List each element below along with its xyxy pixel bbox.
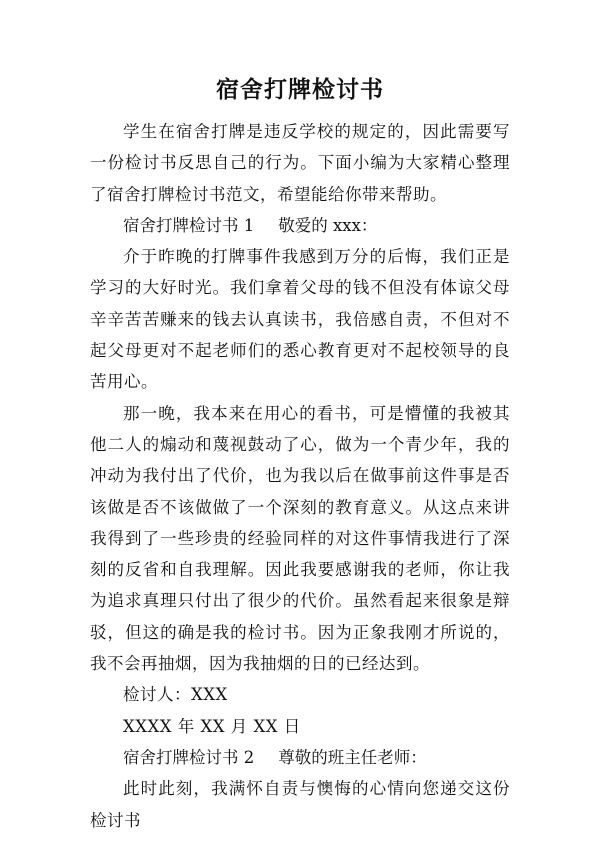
section-1-heading: 宿舍打牌检讨书 1 xyxy=(123,215,255,235)
section-2-salutation: 尊敬的班主任老师： xyxy=(278,747,427,767)
intro-paragraph: 学生在宿舍打牌是违反学校的规定的，因此需要写一份检讨书反思自己的行为。下面小编为大家精心整理了宿舍打牌检讨书范文，希望能给你带来帮助。 xyxy=(90,122,510,204)
signer-line: 检讨人：XXX xyxy=(123,685,228,705)
section-1-salutation: 敬爱的 xxx： xyxy=(278,215,378,235)
section-1-paragraph-2: 那一晚，我本来在用心的看书，可是懵懂的我被其他二人的煽动和蔑视鼓动了心，做为一个青少年，我的冲动为我付出了代价，也为我以后在做事前这件事是否该做是否不该做做了一个深刻的教育意义。从这点来讲我得到了一些珍贵的经验同样的对这件事情我进行了深刻的反省和自我理解。因此我要感谢我的老师，你让我为追求真理只付出了很少的代价。虽然看起来很象是辩驳，但这的确是我的检讨书。因为正象我刚才所说的，我不会再抽烟，因为我抽烟的日的已经达到。 xyxy=(90,403,510,674)
document-body xyxy=(90,116,510,830)
date-line: XXXX 年 XX 月 XX 日 xyxy=(123,716,301,736)
section-2-heading: 宿舍打牌检讨书 2 xyxy=(123,747,255,767)
section-1-heading-row xyxy=(90,210,510,241)
section-2-paragraph-1: 此时此刻，我满怀自责与懊悔的心情向您递交这份检讨书 xyxy=(90,779,510,830)
section-1-paragraph-1: 介于昨晚的打牌事件我感到万分的后悔，我们正是学习的大好时光。我们拿着父母的钱不但没有体谅父母辛辛苦苦赚来的钱去认真读书，我倍感自责，不但对不起父母更对不起老师们的悉心教育更对不起校领导的良苦用心。 xyxy=(90,247,510,392)
document-title: 宿舍打牌检讨书 xyxy=(216,76,384,103)
section-2-heading-row xyxy=(90,742,510,773)
